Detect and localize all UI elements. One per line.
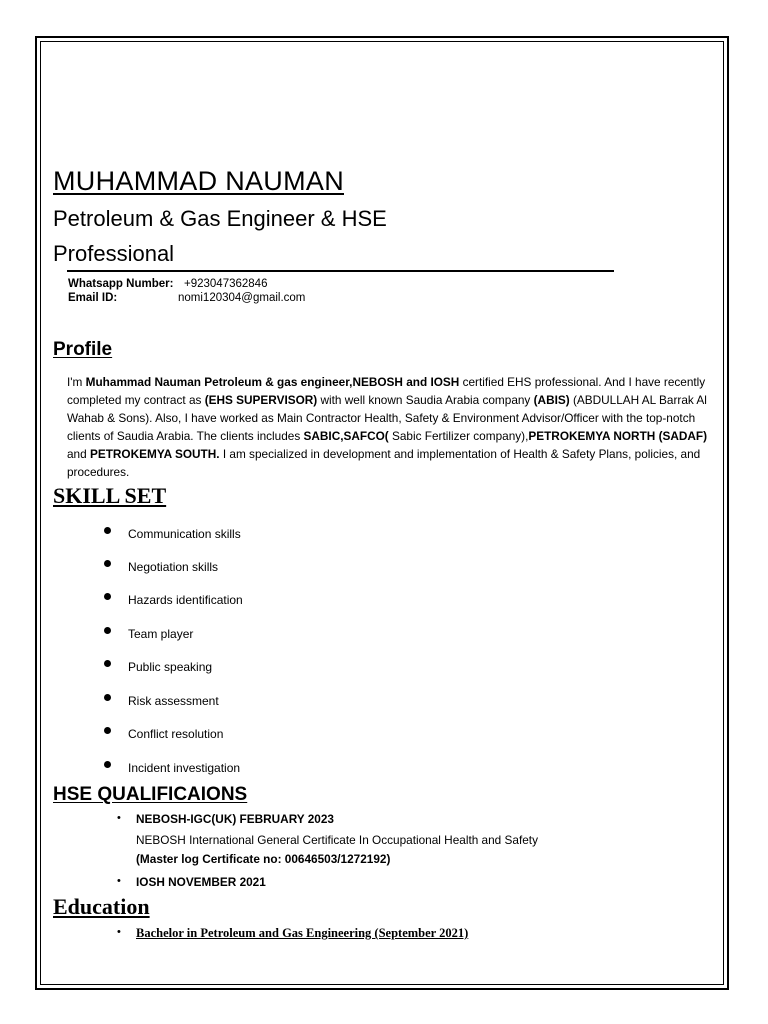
skill-item bbox=[104, 557, 218, 577]
profile-text-segment: (ABIS) bbox=[533, 393, 570, 408]
qualification-title: IOSH NOVEMBER 2021 bbox=[136, 875, 266, 889]
profile-text-segment: (EHS SUPERVISOR) bbox=[204, 393, 318, 408]
professional-title-line-1: Petroleum & Gas Engineer & HSE bbox=[53, 206, 387, 231]
skill-item-label: Team player bbox=[128, 627, 194, 641]
bullet-icon bbox=[104, 694, 111, 701]
profile-text-segment: SABIC,SAFCO( bbox=[303, 429, 389, 444]
bullet-icon: • bbox=[117, 926, 121, 938]
candidate-name: MUHAMMAD NAUMAN bbox=[53, 166, 344, 196]
skill-item-label: Conflict resolution bbox=[128, 727, 224, 741]
profile-text-segment: I am specialized in development and implementation of Health & Safety Plans, policies, and procedures. bbox=[67, 447, 701, 480]
bullet-icon bbox=[104, 527, 111, 534]
qualification-description: NEBOSH International General Certificate In Occupational Health and Safety bbox=[136, 833, 538, 847]
skill-set-heading: SKILL SET bbox=[53, 483, 167, 508]
bullet-icon bbox=[104, 560, 111, 567]
skill-item bbox=[104, 691, 219, 711]
profile-paragraph bbox=[67, 373, 727, 482]
profile-text-segment: Sabic Fertilizer company), bbox=[388, 429, 529, 444]
email-label: Email ID: bbox=[68, 292, 118, 304]
whatsapp-number: +923047362846 bbox=[184, 278, 268, 290]
bullet-icon bbox=[104, 727, 111, 734]
profile-text-segment: (ABDULLAH AL Barrak Al Wahab & Sons). Also, I have worked as Main Contractor Health, Safety & Environment Advisor/Officer with the top-notch clients of Saudia Arabia. The clients includes bbox=[67, 393, 707, 444]
professional-title-line-2: Professional bbox=[53, 241, 175, 266]
profile-text-segment: Muhammad Nauman Petroleum & gas engineer,NEBOSH and IOSH bbox=[85, 375, 460, 389]
skill-item bbox=[104, 590, 243, 610]
skill-item-label: Hazards identification bbox=[128, 593, 243, 607]
email-address: nomi120304@gmail.com bbox=[178, 292, 306, 304]
header-divider bbox=[67, 270, 614, 272]
bullet-icon: • bbox=[117, 812, 121, 824]
profile-text-segment: and bbox=[67, 447, 90, 462]
skill-item-label: Communication skills bbox=[128, 527, 241, 541]
bullet-icon bbox=[104, 627, 111, 634]
whatsapp-label: Whatsapp Number: bbox=[68, 278, 174, 290]
skill-item-label: Public speaking bbox=[128, 660, 213, 674]
profile-text-segment: certified EHS professional. And I have recently completed my contract as bbox=[67, 375, 706, 408]
education-heading: Education bbox=[53, 894, 150, 919]
bullet-icon bbox=[104, 660, 111, 667]
education-item: Bachelor in Petroleum and Gas Engineering (September 2021) bbox=[136, 926, 469, 940]
bullet-icon bbox=[104, 761, 111, 768]
skill-item bbox=[104, 624, 193, 644]
profile-heading: Profile bbox=[53, 339, 113, 360]
qualification-title: NEBOSH-IGC(UK) FEBRUARY 2023 bbox=[136, 812, 334, 826]
profile-text-segment: PETROKEMYA SOUTH. bbox=[89, 447, 220, 462]
profile-text-segment: PETROKEMYA NORTH (SADAF) bbox=[528, 429, 708, 444]
skill-item-label: Risk assessment bbox=[128, 694, 219, 708]
bullet-icon: • bbox=[117, 875, 121, 887]
skill-item-label: Negotiation skills bbox=[128, 560, 219, 574]
qualification-certificate: (Master log Certificate no: 00646503/1272192) bbox=[136, 852, 391, 866]
skill-item bbox=[104, 758, 240, 778]
skill-item bbox=[104, 524, 241, 544]
skill-item-label: Incident investigation bbox=[128, 761, 241, 775]
skill-item bbox=[104, 657, 212, 677]
skill-item bbox=[104, 724, 223, 744]
qualifications-heading: HSE QUALIFICAIONS bbox=[53, 784, 248, 805]
profile-text-segment: with well known Saudia Arabia company bbox=[317, 393, 534, 408]
profile-text-segment: I'm bbox=[67, 375, 86, 389]
bullet-icon bbox=[104, 593, 111, 600]
